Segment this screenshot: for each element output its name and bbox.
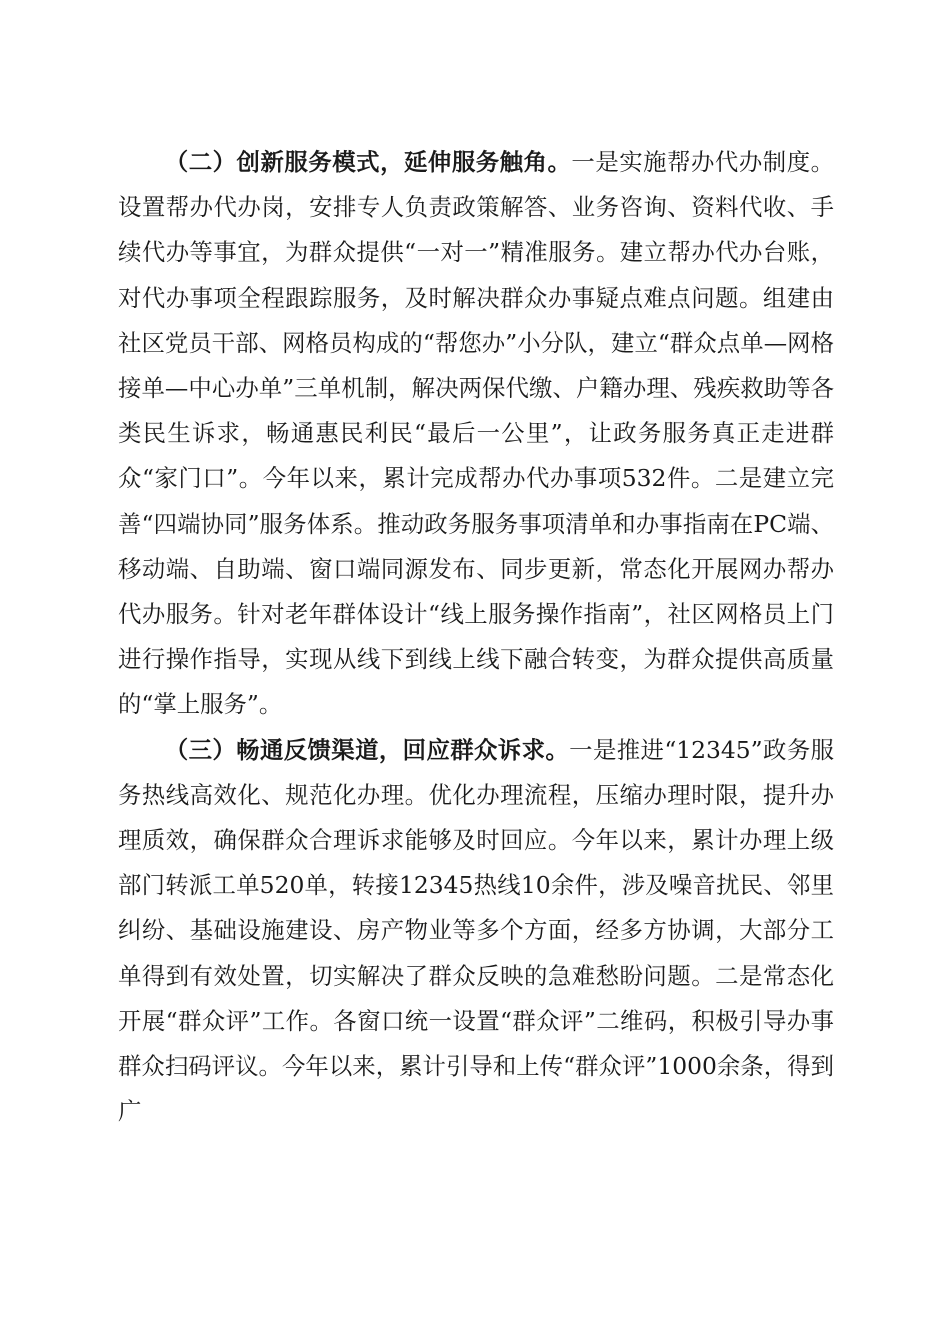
paragraph-text: 一是实施帮办代办制度。设置帮办代办岗，安排专人负责政策解答、业务咨询、资料代收、手续代办等事宜，为群众提供“一对一”精准服务。建立帮办代办台账，对代办事项全程跟踪服务，及时解决群众办事疑点难点问题。组建由社区党员干部、网格员构成的“帮您办”小分队，建立“群众点单—网格接单—中心办单”三单机制，解决两保代缴、户籍办理、残疾救助等各类民生诉求，畅通惠民利民“最后一公里”，让政务服务真正走进群众“家门口”。今年以来，累计完成帮办代办事项532件。二是建立完善“四端协同”服务体系。推动政务服务事项清单和办事指南在PC端、移动端、自助端、窗口端同源发布、同步更新，常态化开展网办帮办代办服务。针对老年群体设计“线上服务操作指南”，社区网格员上门进行操作指导，实现从线下到线上线下融合转变，为群众提供高质量的“掌上服务”。 — [118, 148, 835, 719]
paragraph-innovate-service — [118, 140, 834, 728]
paragraph-heading: （三）畅通反馈渠道，回应群众诉求。 — [164, 735, 570, 764]
paragraph-heading: （二）创新服务模式，延伸服务触角。 — [164, 148, 572, 176]
document-body — [118, 140, 834, 1134]
paragraph-text: 一是推进“12345”政务服务热线高效化、规范化办理。优化办理流程，压缩办理时限，提升办理质效，确保群众合理诉求能够及时回应。今年以来，累计办理上级部门转派工单520单，转接12345热线10余件，涉及噪音扰民、邻里纠纷、基础设施建设、房产物业等多个方面，经多方协调，大部分工单得到有效处置，切实解决了群众反映的急难愁盼问题。二是常态化开展“群众评”工作。各窗口统一设置“群众评”二维码，积极引导办事群众扫码评议。今年以来，累计引导和上传“群众评”1000余条，得到广 — [118, 735, 835, 1126]
paragraph-feedback-channels — [118, 728, 834, 1135]
